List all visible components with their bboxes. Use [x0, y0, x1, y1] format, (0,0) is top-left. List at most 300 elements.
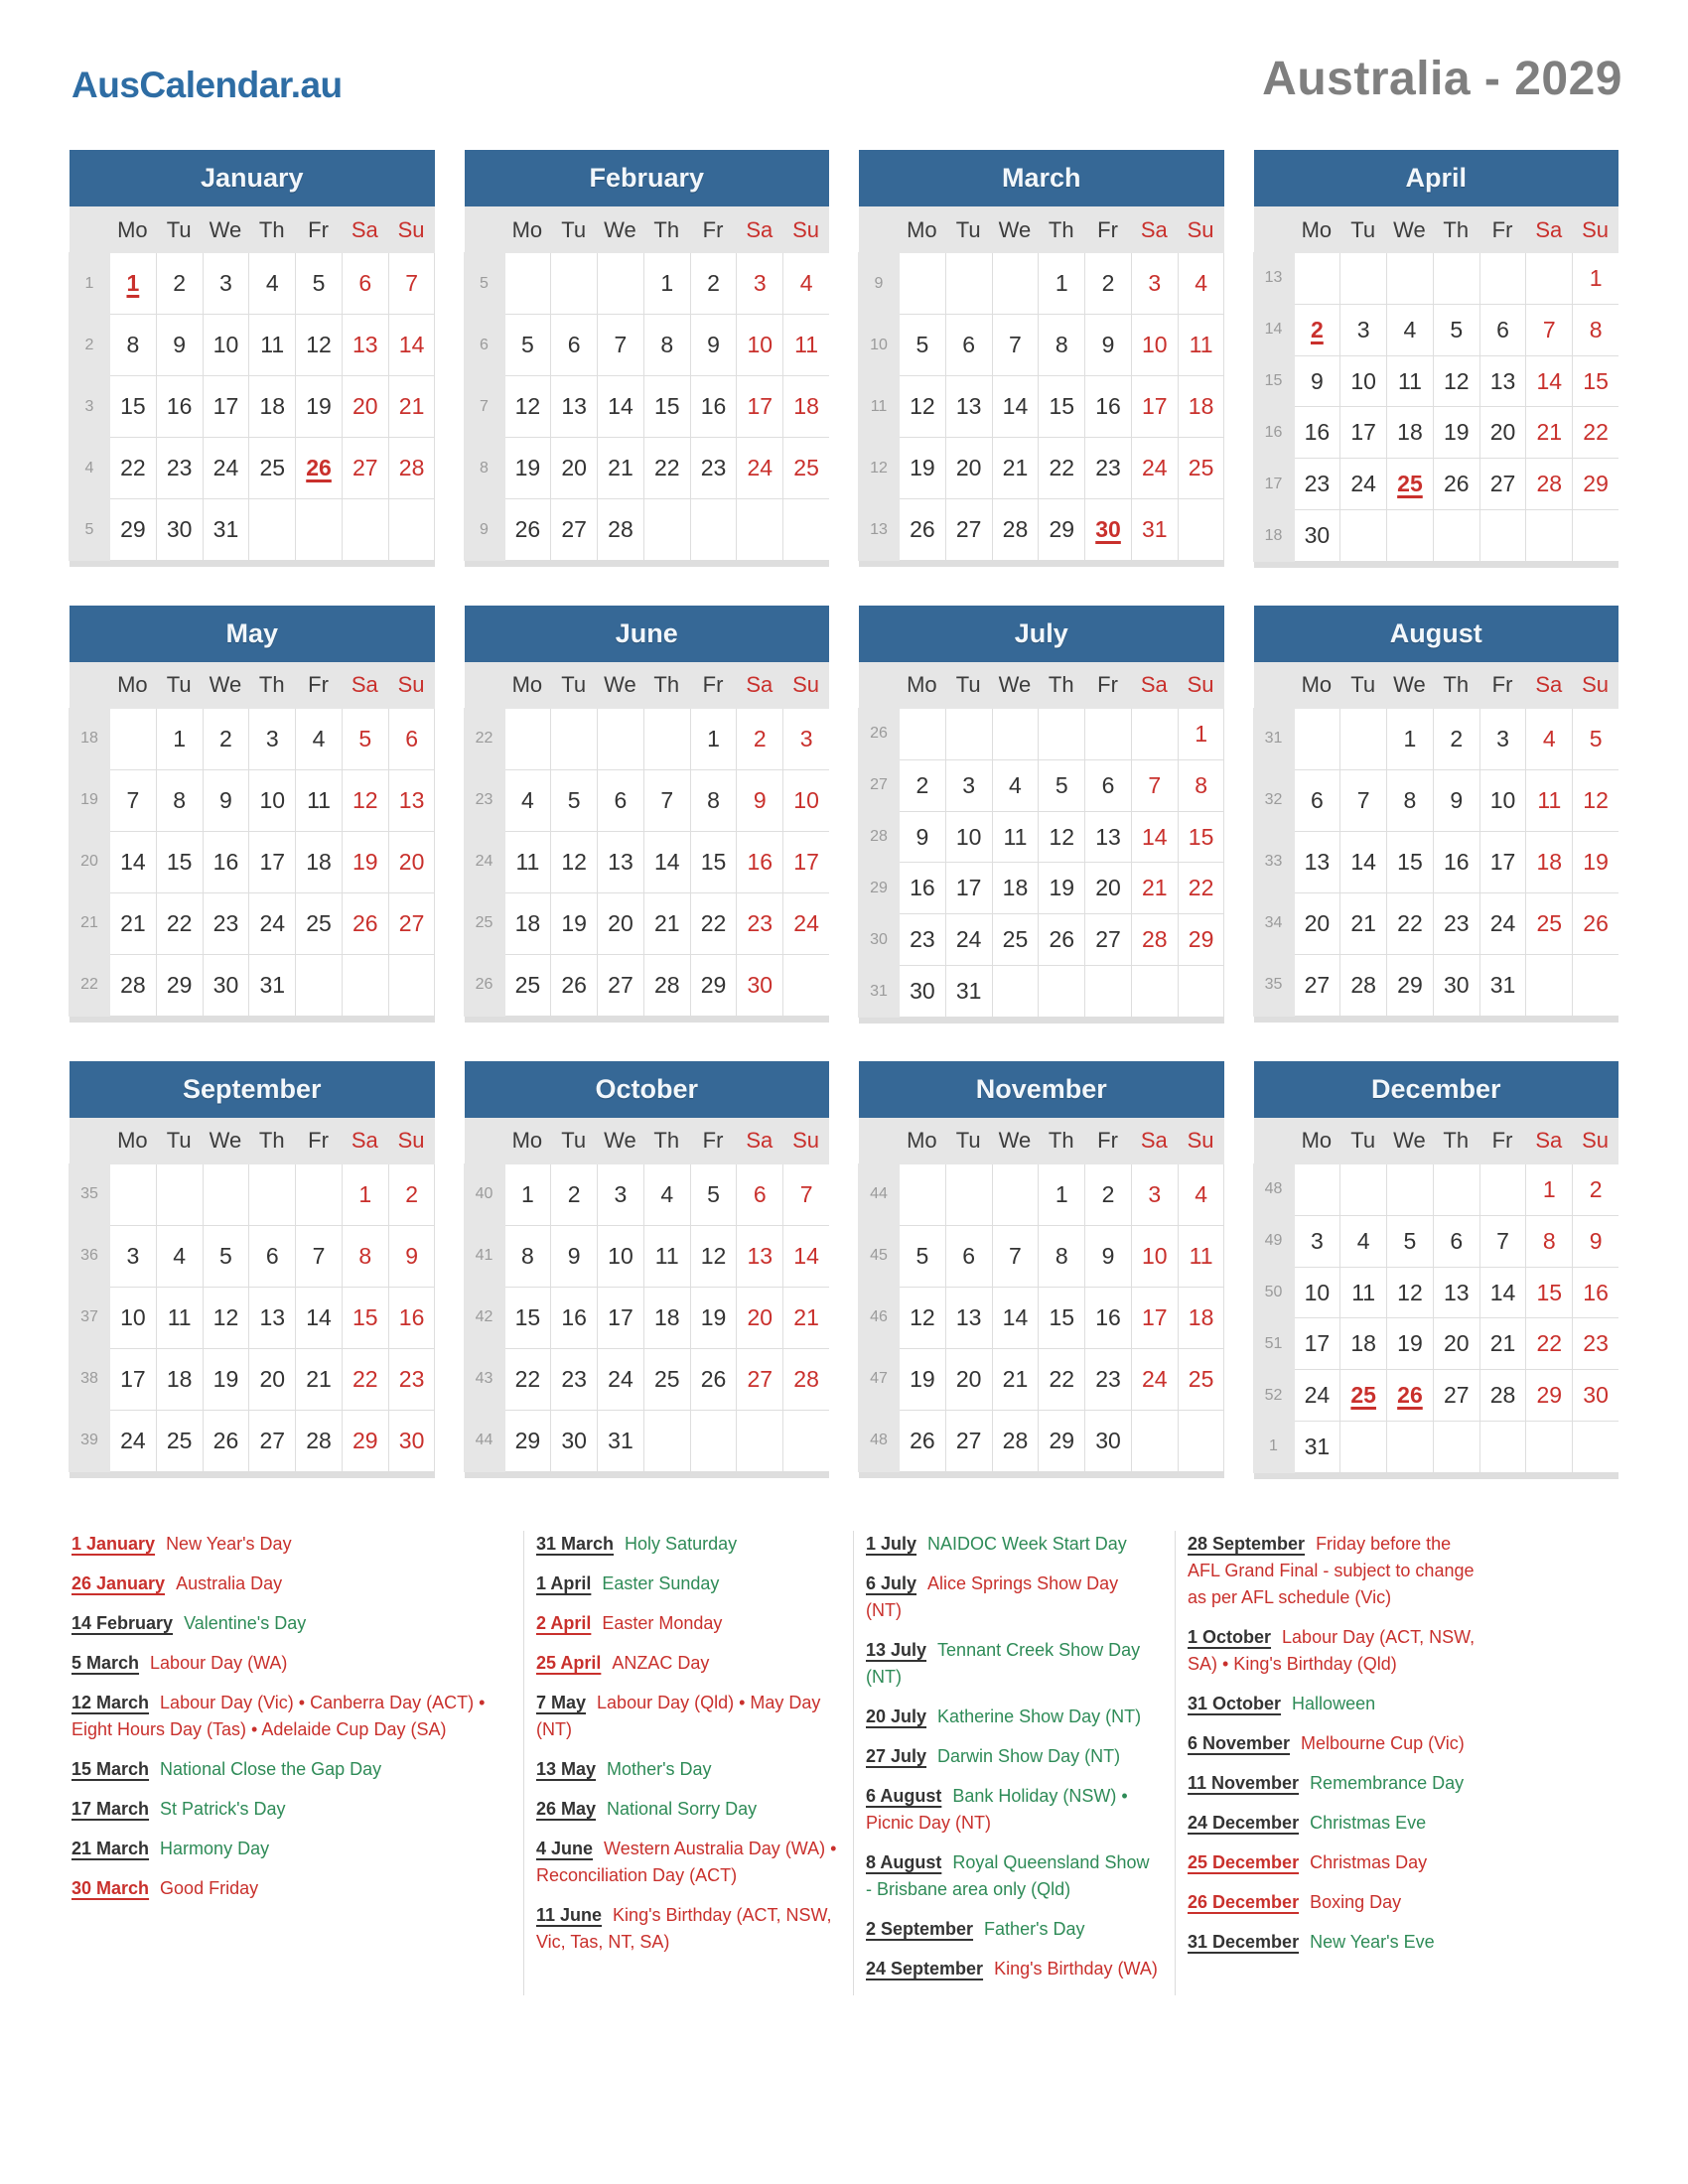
day-cell: 14 — [1526, 356, 1572, 407]
day-cell — [1434, 253, 1479, 304]
weekday-header-sa: Sa — [746, 672, 774, 698]
day-cell — [1480, 253, 1526, 304]
day-cell: 16 — [157, 376, 203, 437]
day-cell: 15 — [644, 376, 690, 437]
day-cell: 24 — [1295, 1370, 1340, 1421]
day-cell: 4 — [644, 1164, 690, 1225]
legend-date: 31 March — [536, 1533, 615, 1554]
day-cell: 16 — [1085, 1288, 1131, 1348]
day-cell: 3 — [1295, 1216, 1340, 1267]
day-cell: 19 — [691, 1288, 737, 1348]
legend-entry — [1188, 1531, 1486, 1611]
day-cell: 12 — [1387, 1268, 1433, 1318]
weekday-header-row — [859, 206, 1224, 253]
legend-date: 26 December — [1188, 1891, 1300, 1912]
day-cell: 18 — [1179, 376, 1224, 437]
day-cell: 13 — [1295, 832, 1340, 892]
day-cell: 4 — [296, 709, 342, 769]
legend-holiday-name: Labour Day (ACT, NSW, SA) • King's Birthday (Qld) — [1188, 1626, 1476, 1674]
legend-entry — [536, 1570, 837, 1597]
day-cell: 12 — [1039, 812, 1084, 863]
legend-date: 15 March — [71, 1758, 150, 1779]
legend-date: 21 March — [71, 1838, 150, 1858]
weekday-header-sa: Sa — [351, 672, 378, 698]
day-cell: 8 — [1039, 315, 1084, 375]
day-cell: 4 — [1179, 1164, 1224, 1225]
day-cell: 31 — [204, 499, 249, 560]
day-cell: 6 — [389, 709, 435, 769]
day-cell: 16 — [1434, 832, 1479, 892]
legend-holiday-name: Halloween — [1292, 1693, 1376, 1713]
site-logo: AusCalendar.au — [71, 65, 343, 105]
day-cell: 19 — [1387, 1318, 1433, 1369]
day-cell: 15 — [343, 1288, 388, 1348]
weekday-header-tu: Tu — [1350, 216, 1376, 242]
day-cell: 15 — [1573, 356, 1618, 407]
day-cell — [1295, 1164, 1340, 1215]
day-cell — [296, 955, 342, 1016]
day-cell: 5 — [900, 1226, 945, 1287]
legend-entry — [866, 1531, 1159, 1558]
weekday-header-sa: Sa — [351, 1128, 378, 1154]
day-cell: 17 — [249, 832, 295, 892]
day-cell: 21 — [993, 1349, 1039, 1410]
weekday-header-tu: Tu — [166, 672, 192, 698]
day-cell: 14 — [1340, 832, 1386, 892]
legend-entry — [1188, 1810, 1486, 1837]
day-cell: 5 — [296, 253, 342, 314]
weekday-header-th: Th — [258, 1128, 285, 1154]
day-cell: 16 — [204, 832, 249, 892]
week-number: 50 — [1253, 1267, 1295, 1319]
week-number: 5 — [464, 252, 505, 315]
week-number: 26 — [464, 954, 505, 1017]
day-cell: 18 — [1179, 1288, 1224, 1348]
month-weeks — [859, 253, 1224, 567]
weekday-header-we: We — [1393, 1128, 1426, 1154]
weekday-header-tu: Tu — [561, 216, 587, 242]
day-cell: 11 — [1526, 770, 1572, 831]
legend-entry — [71, 1570, 507, 1597]
day-cell: 15 — [157, 832, 203, 892]
day-cell: 20 — [1480, 407, 1526, 458]
day-cell: 25 — [1179, 438, 1224, 498]
day-cell — [691, 1411, 737, 1471]
day-cell — [1434, 510, 1479, 561]
week-number: 19 — [69, 769, 110, 832]
day-cell: 6 — [737, 1164, 782, 1225]
day-cell: 1 — [1039, 253, 1084, 314]
day-cell: 8 — [343, 1226, 388, 1287]
day-cell: 10 — [946, 812, 992, 863]
day-cell: 22 — [1526, 1318, 1572, 1369]
legend-date: 6 July — [866, 1572, 917, 1593]
month-november — [859, 1061, 1224, 1479]
day-cell: 16 — [737, 832, 782, 892]
week-number: 24 — [464, 831, 505, 893]
week-number: 29 — [858, 862, 900, 914]
day-cell: 9 — [1434, 770, 1479, 831]
legend-date: 4 June — [536, 1838, 594, 1858]
day-cell: 19 — [900, 1349, 945, 1410]
day-cell: 16 — [389, 1288, 435, 1348]
day-cell: 23 — [1434, 893, 1479, 954]
day-cell — [993, 966, 1039, 1017]
day-cell: 28 — [1132, 914, 1178, 965]
day-cell — [249, 1164, 295, 1225]
legend-date: 17 March — [71, 1798, 150, 1819]
weekday-header-fr: Fr — [1491, 216, 1513, 242]
legend-entry — [536, 1902, 837, 1956]
legend-holiday-name: Darwin Show Day (NT) — [937, 1745, 1121, 1766]
weekday-header-fr: Fr — [1491, 1128, 1513, 1154]
day-cell: 27 — [1085, 914, 1131, 965]
day-cell — [1085, 709, 1131, 759]
legend-date: 28 September — [1188, 1533, 1306, 1554]
day-cell: 18 — [249, 376, 295, 437]
day-cell: 2 — [1434, 709, 1479, 769]
legend-holiday-name: Easter Sunday — [602, 1572, 720, 1593]
day-cell: 29 — [343, 1411, 388, 1471]
day-cell: 8 — [1039, 1226, 1084, 1287]
day-cell: 22 — [1039, 1349, 1084, 1410]
day-cell: 22 — [644, 438, 690, 498]
day-cell: 15 — [1387, 832, 1433, 892]
legend-date: 24 September — [866, 1958, 984, 1979]
weekday-header-mo: Mo — [117, 1128, 148, 1154]
day-cell: 8 — [110, 315, 156, 375]
day-cell — [1039, 709, 1084, 759]
legend-holiday-name: Boxing Day — [1310, 1891, 1402, 1912]
legend-holiday-name: Melbourne Cup (Vic) — [1301, 1732, 1465, 1753]
day-cell: 7 — [1480, 1216, 1526, 1267]
day-cell — [900, 1164, 945, 1225]
day-cell: 20 — [343, 376, 388, 437]
weekday-header-sa: Sa — [1535, 672, 1563, 698]
day-cell: 23 — [900, 914, 945, 965]
day-cell — [737, 499, 782, 560]
day-cell: 24 — [204, 438, 249, 498]
day-cell — [1387, 1422, 1433, 1472]
day-cell: 17 — [1340, 407, 1386, 458]
weekday-header-su: Su — [792, 672, 820, 698]
day-cell: 9 — [1085, 1226, 1131, 1287]
legend-date: 25 April — [536, 1652, 602, 1673]
day-cell: 16 — [900, 863, 945, 913]
legend-date: 6 November — [1188, 1732, 1291, 1753]
day-cell — [1434, 1422, 1479, 1472]
day-cell: 19 — [1573, 832, 1618, 892]
weekday-header-mo: Mo — [511, 216, 543, 242]
week-column-corner — [70, 1118, 109, 1164]
week-number: 2 — [69, 314, 110, 376]
day-cell: 23 — [389, 1349, 435, 1410]
day-cell — [946, 1164, 992, 1225]
weekday-header-su: Su — [1187, 672, 1214, 698]
day-cell: 15 — [1039, 376, 1084, 437]
day-cell: 1 — [644, 253, 690, 314]
day-cell: 26 — [505, 499, 551, 560]
day-cell: 9 — [1573, 1216, 1618, 1267]
day-cell: 19 — [1434, 407, 1479, 458]
weekday-header-su: Su — [792, 216, 820, 242]
legend-entry — [536, 1531, 837, 1558]
day-cell: 8 — [644, 315, 690, 375]
week-column-corner — [465, 206, 504, 253]
day-cell: 21 — [644, 893, 690, 954]
week-column-corner — [465, 662, 504, 709]
day-cell: 23 — [1573, 1318, 1618, 1369]
day-cell: 17 — [946, 863, 992, 913]
day-cell: 17 — [598, 1288, 643, 1348]
legend-entry — [866, 1570, 1159, 1624]
month-weeks — [1254, 1164, 1619, 1479]
day-cell: 9 — [157, 315, 203, 375]
day-cell: 24 — [946, 914, 992, 965]
day-cell: 12 — [900, 376, 945, 437]
day-cell: 21 — [1526, 407, 1572, 458]
legend-holiday-name: Remembrance Day — [1310, 1772, 1465, 1793]
month-title: March — [859, 150, 1224, 206]
legend-holiday-name: Valentine's Day — [184, 1612, 307, 1633]
day-cell — [993, 253, 1039, 314]
day-cell: 5 — [1387, 1216, 1433, 1267]
day-cell: 30 — [157, 499, 203, 560]
week-number: 4 — [69, 437, 110, 499]
day-cell: 18 — [993, 863, 1039, 913]
legend-holiday-name: Friday before the AFL Grand Final - subject to change as per AFL schedule (Vic) — [1188, 1533, 1475, 1607]
day-cell — [551, 709, 597, 769]
weekday-header-su: Su — [1582, 216, 1610, 242]
day-cell: 10 — [110, 1288, 156, 1348]
week-number: 44 — [464, 1410, 505, 1472]
day-cell: 28 — [1340, 955, 1386, 1016]
week-column-corner — [70, 206, 109, 253]
legend-entry — [866, 1956, 1159, 1982]
day-cell: 7 — [1132, 760, 1178, 811]
day-cell: 16 — [1295, 407, 1340, 458]
legend-holiday-name: National Close the Gap Day — [160, 1758, 382, 1779]
week-number: 48 — [858, 1410, 900, 1472]
legend-date: 24 December — [1188, 1812, 1300, 1833]
week-number: 28 — [858, 811, 900, 864]
day-cell — [296, 499, 342, 560]
day-cell: 17 — [1480, 832, 1526, 892]
day-cell: 20 — [1295, 893, 1340, 954]
day-cell: 4 — [157, 1226, 203, 1287]
week-number: 6 — [464, 314, 505, 376]
legend-date: 1 January — [71, 1533, 156, 1554]
week-number: 48 — [1253, 1163, 1295, 1216]
day-cell: 31 — [598, 1411, 643, 1471]
legend-holiday-name: Christmas Day — [1310, 1851, 1428, 1872]
day-cell: 13 — [1085, 812, 1131, 863]
week-number: 38 — [69, 1348, 110, 1411]
day-cell: 30 — [1085, 1411, 1131, 1471]
day-cell: 1 — [1526, 1164, 1572, 1215]
day-cell: 16 — [1085, 376, 1131, 437]
legend-entry — [71, 1836, 507, 1862]
day-cell — [1480, 1422, 1526, 1472]
day-cell: 7 — [1340, 770, 1386, 831]
day-cell — [1340, 253, 1386, 304]
day-cell — [110, 709, 156, 769]
day-cell: 24 — [1132, 1349, 1178, 1410]
legend-date: 31 October — [1188, 1693, 1282, 1713]
weekday-header-fr: Fr — [702, 1128, 724, 1154]
legend-holiday-name: Mother's Day — [607, 1758, 712, 1779]
day-cell: 13 — [946, 376, 992, 437]
week-number: 27 — [858, 759, 900, 812]
day-cell: 1 — [343, 1164, 388, 1225]
month-title: June — [465, 606, 830, 662]
week-number: 22 — [69, 954, 110, 1017]
day-cell: 13 — [249, 1288, 295, 1348]
day-cell: 23 — [204, 893, 249, 954]
day-cell: 7 — [110, 770, 156, 831]
holiday-legend — [71, 1531, 1618, 1995]
day-cell: 2 — [551, 1164, 597, 1225]
day-cell: 26 — [551, 955, 597, 1016]
day-cell: 8 — [1573, 305, 1618, 355]
day-cell: 19 — [343, 832, 388, 892]
day-cell: 8 — [1526, 1216, 1572, 1267]
legend-entry — [1188, 1730, 1486, 1757]
day-cell: 4 — [1179, 253, 1224, 314]
legend-date: 31 December — [1188, 1931, 1300, 1952]
day-cell: 17 — [737, 376, 782, 437]
day-cell — [783, 499, 829, 560]
legend-date: 12 March — [71, 1692, 150, 1712]
day-cell: 19 — [551, 893, 597, 954]
day-cell: 12 — [1434, 356, 1479, 407]
day-cell — [505, 709, 551, 769]
day-cell: 20 — [551, 438, 597, 498]
day-cell: 5 — [551, 770, 597, 831]
day-cell: 11 — [1179, 1226, 1224, 1287]
months-grid — [70, 150, 1618, 1479]
week-column-corner — [1254, 1118, 1294, 1164]
day-cell: 2 — [691, 253, 737, 314]
day-cell: 25 — [296, 893, 342, 954]
day-cell: 8 — [1179, 760, 1224, 811]
day-cell — [1179, 966, 1224, 1017]
day-cell: 8 — [157, 770, 203, 831]
day-cell: 16 — [691, 376, 737, 437]
weekday-header-th: Th — [653, 672, 680, 698]
day-cell: 9 — [737, 770, 782, 831]
day-cell: 9 — [204, 770, 249, 831]
day-cell: 4 — [249, 253, 295, 314]
day-cell: 3 — [1132, 253, 1178, 314]
month-title: April — [1254, 150, 1619, 206]
day-cell: 6 — [1085, 760, 1131, 811]
legend-date: 7 May — [536, 1692, 587, 1712]
day-cell: 7 — [644, 770, 690, 831]
weekday-header-th: Th — [653, 1128, 680, 1154]
week-number: 51 — [1253, 1317, 1295, 1370]
weekday-header-fr: Fr — [702, 216, 724, 242]
day-cell: 3 — [204, 253, 249, 314]
day-cell: 22 — [691, 893, 737, 954]
day-cell: 16 — [551, 1288, 597, 1348]
day-cell — [389, 955, 435, 1016]
weekday-header-sa: Sa — [1535, 1128, 1563, 1154]
day-cell: 26 — [1434, 459, 1479, 509]
legend-date: 27 July — [866, 1745, 927, 1766]
weekday-header-su: Su — [1187, 1128, 1214, 1154]
day-cell: 11 — [1387, 356, 1433, 407]
day-cell: 24 — [1480, 893, 1526, 954]
day-cell: 23 — [1295, 459, 1340, 509]
day-cell — [1295, 253, 1340, 304]
week-number: 8 — [464, 437, 505, 499]
week-number: 31 — [1253, 708, 1295, 770]
weekday-header-th: Th — [1048, 672, 1074, 698]
day-cell: 5 — [343, 709, 388, 769]
day-cell: 15 — [1179, 812, 1224, 863]
day-cell: 1 — [1039, 1164, 1084, 1225]
weekday-header-th: Th — [1443, 1128, 1470, 1154]
day-cell: 14 — [783, 1226, 829, 1287]
week-number: 26 — [858, 708, 900, 760]
legend-date: 26 May — [536, 1798, 597, 1819]
day-cell: 15 — [1526, 1268, 1572, 1318]
weekday-header-we: We — [604, 672, 636, 698]
day-cell: 6 — [551, 315, 597, 375]
day-cell — [1387, 253, 1433, 304]
day-cell: 18 — [1340, 1318, 1386, 1369]
day-cell — [1526, 955, 1572, 1016]
day-cell: 23 — [1085, 1349, 1131, 1410]
day-cell: 2 — [900, 760, 945, 811]
weekday-header-row — [859, 662, 1224, 709]
day-cell: 3 — [783, 709, 829, 769]
day-cell: 11 — [644, 1226, 690, 1287]
day-cell: 31 — [1132, 499, 1178, 560]
day-cell: 1 — [1387, 709, 1433, 769]
day-cell: 6 — [598, 770, 643, 831]
day-cell: 13 — [343, 315, 388, 375]
day-cell: 25 — [783, 438, 829, 498]
day-cell: 18 — [296, 832, 342, 892]
weekday-header-sa: Sa — [1140, 672, 1168, 698]
day-cell: 27 — [946, 1411, 992, 1471]
page-title: Australia - 2029 — [1262, 53, 1622, 105]
day-cell: 17 — [1132, 376, 1178, 437]
legend-holiday-name: Australia Day — [176, 1572, 283, 1593]
day-cell: 17 — [783, 832, 829, 892]
day-cell — [1039, 966, 1084, 1017]
day-cell: 1 — [505, 1164, 551, 1225]
day-cell — [1480, 1164, 1526, 1215]
month-weeks — [465, 253, 830, 567]
legend-date: 2 April — [536, 1612, 592, 1633]
weekday-header-th: Th — [258, 216, 285, 242]
day-cell: 6 — [1480, 305, 1526, 355]
day-cell: 19 — [505, 438, 551, 498]
legend-entry — [71, 1610, 507, 1637]
day-cell: 26 — [900, 499, 945, 560]
day-cell: 19 — [204, 1349, 249, 1410]
day-cell — [1132, 966, 1178, 1017]
legend-holiday-name: Father's Day — [984, 1918, 1085, 1939]
week-number: 32 — [1253, 769, 1295, 832]
week-column-corner — [70, 662, 109, 709]
day-cell: 15 — [110, 376, 156, 437]
legend-date: 11 November — [1188, 1772, 1300, 1793]
day-cell: 3 — [1132, 1164, 1178, 1225]
